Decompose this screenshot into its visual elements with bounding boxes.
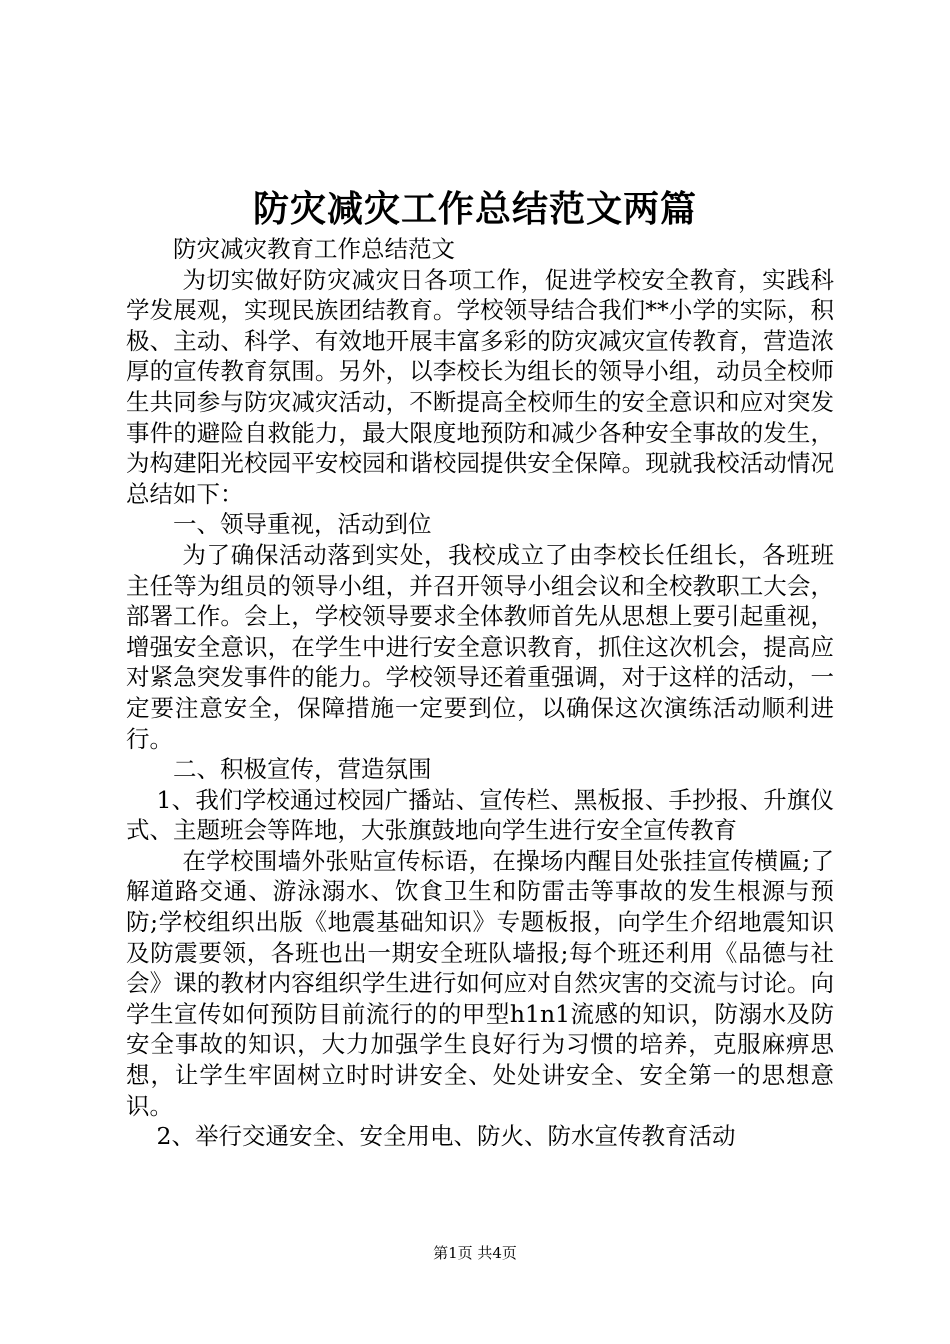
section-2-paragraph: 在学校围墙外张贴宣传标语，在操场内醒目处张挂宣传横匾;了解道路交通、游泳溺水、饮食卫生和防雷击等事故的发生根源与预防;学校组织出版《地震基础知识》专题板报，向学生介绍地震知识及防震要领，各班也出一期安全班队墙报;每个班还利用《品德与社会》课的教材内容组织学生进行如何应对自然灾害的交流与讨论。向学生宣传如何预防目前流行的的甲型h1n1流感的知识，防溺水及防安全事故的知识，大力加强学生良好行为习惯的培养，克服麻痹思想，让学生牢固树立时时讲安全、处处讲安全、安全第一的思想意识。: [126, 846, 834, 1120]
section-heading-1: 一、领导重视，活动到位: [173, 510, 432, 539]
document-body: [126, 234, 834, 1152]
intro-paragraph: 为切实做好防灾减灾日各项工作，促进学校安全教育，实践科学发展观，实现民族团结教育。学校领导结合我们**小学的实际，积极、主动、科学、有效地开展丰富多彩的防灾减灾宣传教育，营造浓厚的宣传教育氛围。另外，以李校长为组长的领导小组，动员全校师生共同参与防灾减灾活动，不断提高全校师生的安全意识和应对突发事件的避险自救能力，最大限度地预防和减少各种安全事故的发生，为构建阳光校园平安校园和谐校园提供安全保障。现就我校活动情况总结如下：: [126, 265, 834, 508]
section-heading-2: 二、积极宣传，营造氛围: [173, 755, 432, 784]
section-2-item-2: 2、举行交通安全、安全用电、防火、防水宣传教育活动: [156, 1122, 736, 1151]
subtitle-paragraph: 防灾减灾教育工作总结范文: [173, 235, 455, 263]
document-title: 防灾减灾工作总结范文两篇: [252, 188, 697, 230]
page-footer: 第1页 共4页: [433, 1244, 517, 1262]
section-2-item-1: 1、我们学校通过校园广播站、宣传栏、黑板报、手抄报、升旗仪式、主题班会等阵地，大张旗鼓地向学生进行安全宣传教育: [126, 785, 834, 845]
section-1-paragraph: 为了确保活动落到实处，我校成立了由李校长任组长，各班班主任等为组员的领导小组，并召开领导小组会议和全校教职工大会，部署工作。会上，学校领导要求全体教师首先从思想上要引起重视，增强安全意识，在学生中进行安全意识教育，抓住这次机会，提高应对紧急突发事件的能力。学校领导还着重强调，对于这样的活动，一定要注意安全，保障措施一定要到位，以确保这次演练活动顺利进行。: [126, 540, 834, 753]
